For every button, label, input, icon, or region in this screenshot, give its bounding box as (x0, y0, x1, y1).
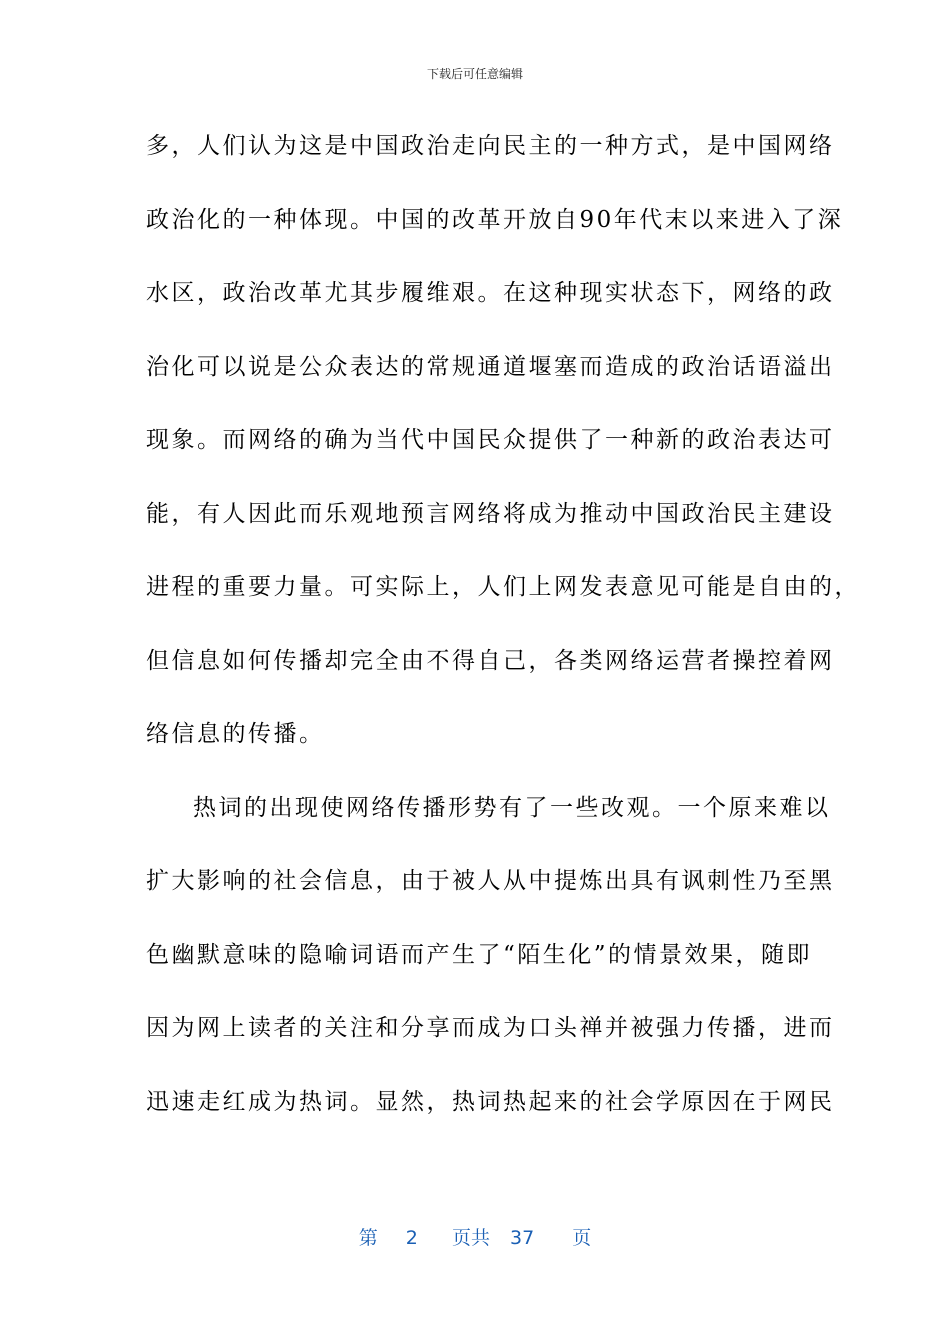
footer-middle: 页共 (451, 1227, 490, 1249)
footer-prefix: 第 (358, 1227, 378, 1249)
paragraph-first-line: 热词的出现使网络传播形势有了一些改观。一个原来难以 (193, 794, 831, 821)
text-line: 迅速走红成为热词。显然，热词热起来的社会学原因在于网民 (146, 1088, 835, 1115)
text-line: 络信息的传播。 (146, 721, 325, 747)
text-line: 治化可以说是公众表达的常规通道堰塞而造成的政治话语溢出 (146, 353, 835, 380)
header-note: 下载后可任意编辑 (426, 67, 523, 81)
footer-suffix: 页 (572, 1227, 592, 1249)
footer-page-number: 2 (405, 1227, 418, 1249)
text-line: 水区，政治改革尤其步履维艰。在这种现实状态下，网络的政 (146, 280, 835, 306)
text-line: 多，人们认为这是中国政治走向民主的一种方式，是中国网络 (146, 133, 835, 159)
page-footer (0, 1224, 950, 1252)
text-line: 但信息如何传播却完全由不得自己，各类网络运营者操控着网 (146, 647, 835, 674)
body-text (146, 124, 860, 1153)
text-line: 因为网上读者的关注和分享而成为口头禅并被强力传播，进而 (146, 1015, 835, 1041)
text-line: 能，有人因此而乐观地预言网络将成为推动中国政治民主建设 (146, 500, 835, 527)
text-line: 现象。而网络的确为当代中国民众提供了一种新的政治表达可 (146, 427, 835, 453)
text-line: 进程的重要力量。可实际上，人们上网发表意见可能是自由的， (146, 574, 860, 600)
text-line: 色幽默意味的隐喻词语而产生了“陌生化”的情景效果，随即 (146, 941, 813, 968)
text-line: 扩大影响的社会信息，由于被人从中提炼出具有讽刺性乃至黑 (146, 868, 835, 894)
text-line: 政治化的一种体现。中国的改革开放自90年代末以来进入了深 (146, 206, 844, 233)
footer-total-pages: 37 (510, 1227, 535, 1249)
